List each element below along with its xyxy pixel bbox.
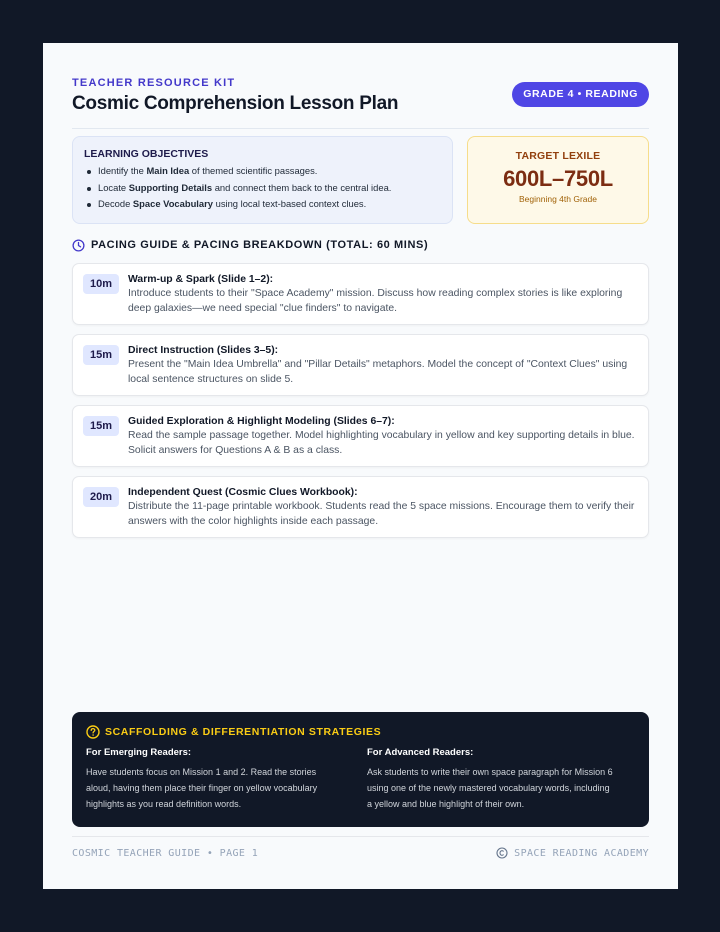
- objective-text: of themed scientific passages.: [189, 165, 318, 176]
- advanced-title: For Advanced Readers:: [367, 747, 474, 758]
- pacing-step-title: Warm-up & Spark (Slide 1–2):: [128, 274, 274, 285]
- objective-item: [84, 180, 441, 197]
- emerging-title: For Emerging Readers:: [86, 747, 192, 758]
- pacing-list: [72, 263, 649, 538]
- pacing-card: [72, 263, 649, 325]
- objective-text: Decode: [98, 198, 133, 209]
- pacing-step-title: Guided Exploration & Highlight Modeling (Slides 6–7):: [128, 416, 395, 427]
- objectives-list: [84, 163, 441, 213]
- objectives-heading: LEARNING OBJECTIVES: [84, 148, 209, 160]
- emerging-readers-column: [86, 746, 336, 812]
- objective-text: using local text-based context clues.: [213, 198, 367, 209]
- kit-label: TEACHER RESOURCE KIT: [72, 77, 236, 89]
- pacing-step-description: Present the "Main Idea Umbrella" and "Pillar Details" metaphors. Model the concept of "Context Clues" using local sentence structures on slide 5.: [128, 359, 628, 385]
- pacing-heading-text: PACING GUIDE & PACING BREAKDOWN (TOTAL: 60 MINS): [91, 239, 429, 251]
- pacing-card: [72, 405, 649, 467]
- page-title: Cosmic Comprehension Lesson Plan: [72, 93, 399, 114]
- footer-academy: [496, 848, 649, 859]
- objective-text: Locate: [98, 181, 129, 193]
- grade-badge: GRADE 4 • READING: [512, 82, 649, 107]
- time-badge: 15m: [83, 416, 119, 436]
- footer-page-label: COSMIC TEACHER GUIDE • PAGE 1: [72, 848, 259, 859]
- time-badge: 10m: [83, 274, 119, 294]
- objective-text: and connect them back to the central idea.: [212, 181, 392, 193]
- objective-keyword: Space Vocabulary: [132, 198, 213, 209]
- lexile-subtitle: Beginning 4th Grade: [519, 194, 597, 204]
- page-header: [72, 43, 649, 129]
- scaffolding-heading: [86, 725, 635, 740]
- pacing-step-title: Direct Instruction (Slides 3–5):: [128, 345, 279, 356]
- objective-keyword: Main Idea: [146, 165, 190, 176]
- advanced-text: Ask students to write their own space paragraph for Mission 6 using one of the newly mastered vocabulary words, including a yellow and blue highlight of their own.: [367, 767, 613, 809]
- time-badge: 15m: [83, 345, 119, 365]
- scaffolding-panel: [72, 712, 649, 827]
- pacing-card: [72, 334, 649, 396]
- pacing-heading: [72, 235, 649, 255]
- clock-icon: [72, 239, 85, 252]
- emerging-text: Have students focus on Mission 1 and 2. Read the stories aloud, having them place their finger on yellow vocabulary highlights as you read definition words.: [86, 767, 318, 809]
- target-lexile-card: [467, 136, 649, 224]
- copyright-icon: [496, 847, 508, 859]
- lexile-value: 600L–750L: [503, 166, 613, 191]
- objective-item: [84, 163, 441, 180]
- lexile-label: TARGET LEXILE: [515, 150, 601, 162]
- pacing-card: [72, 476, 649, 538]
- pacing-step-description: Distribute the 11-page printable workbook. Students read the 5 space missions. Encourage them to verify their answers with the color highlights inside each passage.: [128, 501, 635, 527]
- pacing-step-description: Introduce students to their "Space Academy" mission. Discuss how reading complex stories is like exploring deep galaxies—we need special "clue finders" to navigate.: [128, 288, 623, 314]
- pacing-step-description: Read the sample passage together. Model highlighting vocabulary in yellow and key supporting details in blue. Solicit answers for Questions A & B as a class.: [128, 430, 635, 456]
- advanced-readers-column: [367, 746, 617, 812]
- time-badge: 20m: [83, 487, 119, 507]
- scaffolding-heading-text: SCAFFOLDING & DIFFERENTIATION STRATEGIES: [105, 726, 382, 738]
- summary-row: [72, 136, 649, 224]
- learning-objectives-card: [72, 136, 453, 224]
- pacing-step-title: Independent Quest (Cosmic Clues Workbook):: [128, 487, 358, 498]
- footer-academy-text: SPACE READING ACADEMY: [514, 848, 649, 859]
- lesson-plan-page: [43, 43, 678, 889]
- objective-keyword: Supporting Details: [128, 181, 213, 193]
- help-icon: [86, 725, 100, 739]
- page-footer: [72, 836, 649, 866]
- objective-item: [84, 196, 441, 213]
- objective-text: Identify the: [98, 165, 147, 176]
